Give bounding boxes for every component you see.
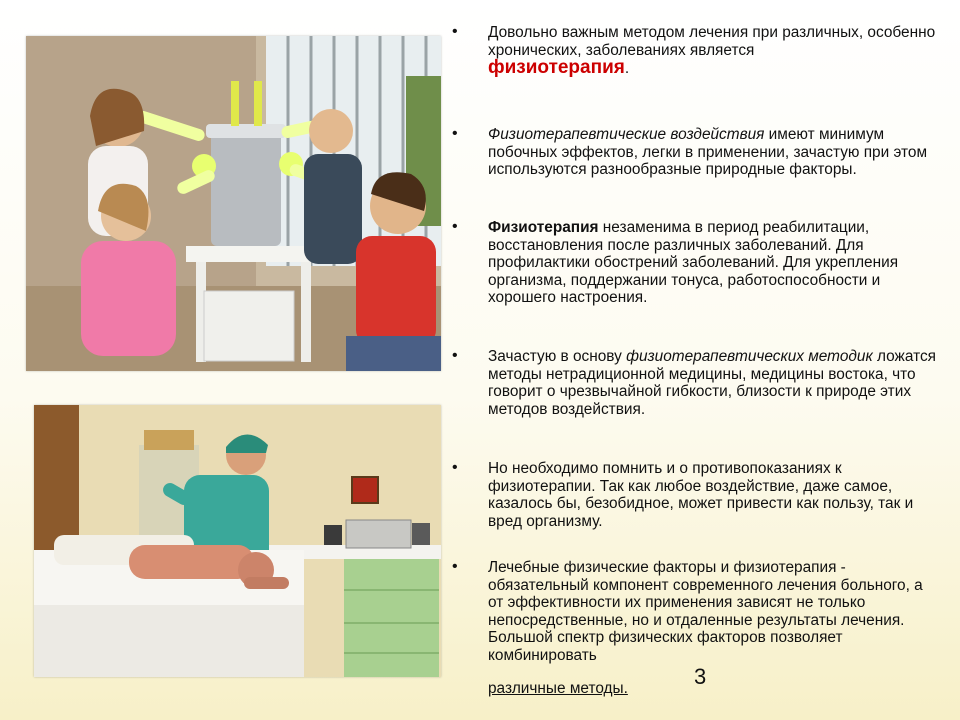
bullet-text xyxy=(488,219,942,307)
bullet-dot: • xyxy=(452,347,458,364)
bullet-text-part: незаменима в период реабилитации, восстановления после различных заболеваний. Для профилактики обострений заболеваний. Для укрепления организма, поддержании тонуса, работоспособности и хорошего настроения. xyxy=(488,219,899,307)
bullet-dot: • xyxy=(452,459,458,476)
bullet-text xyxy=(488,24,942,78)
bullet-tail: . xyxy=(624,60,630,78)
bullet-item xyxy=(452,24,942,78)
photo-children-inhalation xyxy=(26,36,441,371)
page-number: 3 xyxy=(694,664,707,689)
final-line-link[interactable]: различные методы. xyxy=(488,680,628,697)
bullet-item xyxy=(452,126,942,179)
italic-term: физиотерапевтических методик xyxy=(626,348,873,365)
bullet-item xyxy=(452,348,942,418)
bullet-item xyxy=(452,559,942,665)
bullet-item xyxy=(452,219,942,307)
bullet-text: Но необходимо помнить и о противопоказаниях к физиотерапии. Так как любое воздействие, даже самое, казалось бы, безобидное, может привести как пользу, так и вред организму. xyxy=(488,460,914,530)
bullet-text-part: имеют минимум побочных эффектов, легки в применении, зачастую при этом используются разнообразные природные факторы. xyxy=(488,126,928,179)
bullet-text-part: ложатся методы нетрадиционной медицины, медицины востока, что говорит о чрезвычайной гибкости, близости к природе этих методов воздействия. xyxy=(488,348,936,418)
bullet-text: Лечебные физические факторы и физиотерапия - обязательный компонент современного лечения больного, а от эффективности их применения зависят не только непосредственные, но и отдаленные результаты лечения. Большой спектр физических факторов позволяет комбинировать xyxy=(488,559,923,664)
bullet-text-part: Довольно важным методом лечения при различных, особенно хронических, заболеваниях является xyxy=(488,24,936,59)
bullet-dot: • xyxy=(452,558,458,575)
bold-term: Физиотерапия xyxy=(488,219,599,236)
bullet-dot: • xyxy=(452,23,458,40)
bullet-text-part: Зачастую в основу xyxy=(488,348,627,365)
bullet-text xyxy=(488,126,942,179)
photo-massage-therapy xyxy=(34,405,441,677)
bullet-text xyxy=(488,348,942,418)
highlight-term: физиотерапия xyxy=(488,57,625,79)
italic-term: Физиотерапевтические воздействия xyxy=(488,126,765,143)
bullet-dot: • xyxy=(452,125,458,142)
bullet-item xyxy=(452,460,942,530)
massage-therapy-illustration xyxy=(34,405,441,677)
children-inhalation-illustration xyxy=(26,36,441,371)
bullet-dot: • xyxy=(452,218,458,235)
